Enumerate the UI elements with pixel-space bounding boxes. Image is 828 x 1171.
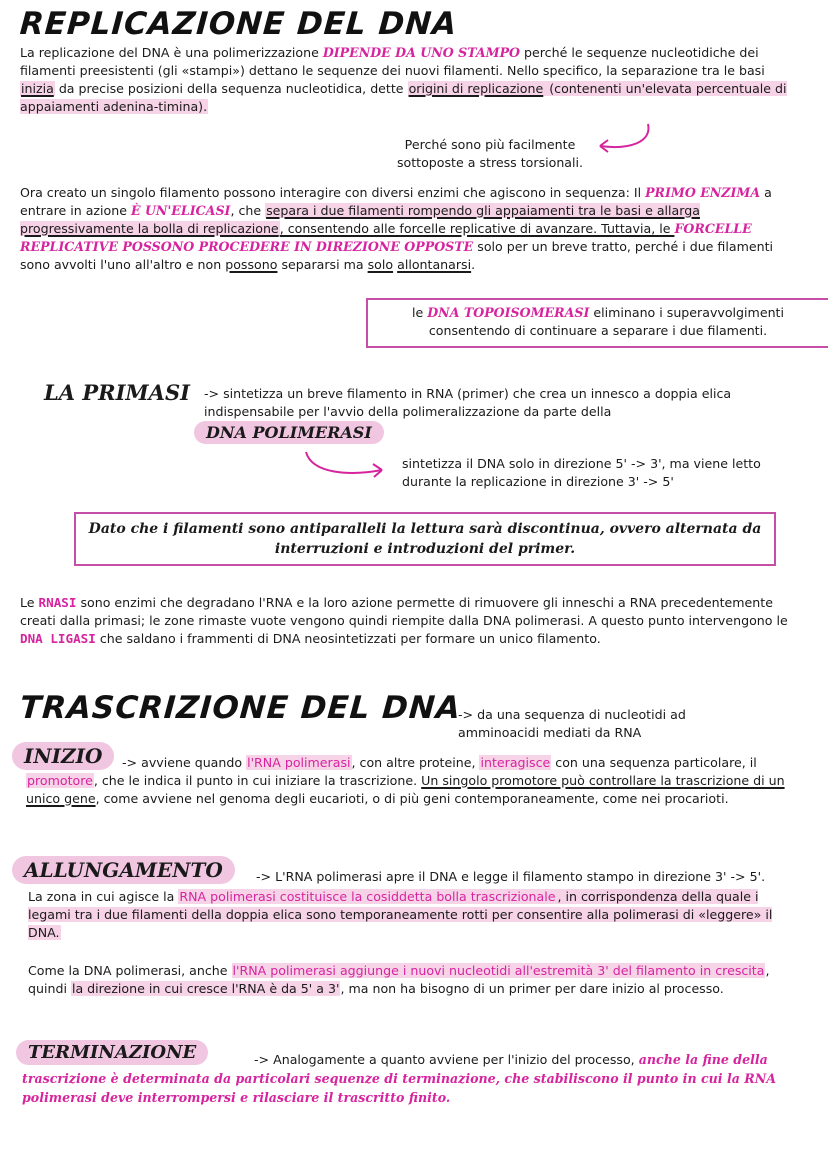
text: eliminano i superavvolgimenti consentendo di continuare a separare i due filamenti. [428,305,784,338]
text: separarsi ma [277,257,368,272]
allungamento-head: -> L'RNA polimerasi apre il DNA e legge il filamento stampo in direzione 3' -> 5'. [256,869,766,884]
keyword: l'RNA polimerasi [247,755,351,770]
keyword: RNA polimerasi costituisce la cosiddetta bolla trascrizionale [179,889,556,904]
page-title: REPLICAZIONE DEL DNA [18,6,459,42]
text: Come la DNA polimerasi, anche [28,963,232,978]
text: con una sequenza particolare, il [551,755,757,770]
text: , ma non ha bisogno di un primer per dare inizio al processo. [340,981,724,996]
topoisomerasi-box [366,298,828,348]
trascrizione-subtitle: -> da una sequenza di nucleotidi ad amminoacidi mediati da RNA [458,707,686,740]
dna-polimerasi-pill: DNA POLIMERASI [194,421,384,444]
text: , consentendo alle forcelle replicative di avanzare. Tuttavia, le [279,221,675,236]
text: da precise posizioni della sequenza nucleotidica, dette [54,81,408,96]
text: perché le sequenze nucleotidiche dei filamenti preesistenti (gli «stampi») dettano le sequenze dei nuovi filamenti. Nello specifico, la separazione tra le basi [20,45,765,78]
keyword: allontanarsi [397,257,472,272]
keyword: RNASI [38,595,77,610]
topo-text [378,304,818,340]
text: Le [20,595,39,610]
text: Ora creato un singolo filamento possono interagire con diversi enzimi che agiscono in sequenza: Il [20,185,646,200]
primasi-text: -> sintetizza un breve filamento in RNA (primer) che crea un innesco a doppia elica indispensabile per l'avvio della polimeralizzazione da parte della [204,386,732,419]
text: , che [230,203,266,218]
text: sono enzimi che degradano l'RNA e la loro azione permette di rimuovere gli inneschi a RNA precedentemente creati dalla primasi; le zone rimaste vuote vengono quindi riempite dalla DNA polimerasi. A questo punto intervengono le [20,595,788,628]
discontinua-box [74,512,776,566]
keyword: DIPENDE DA UNO STAMPO [322,45,521,60]
section-title: TRASCRIZIONE DEL DNA [18,690,463,726]
keyword: la direzione in cui cresce l'RNA è da 5' a 3' [71,981,340,996]
terminazione-paragraph [22,1050,812,1107]
keyword: DNA LIGASI [20,631,96,646]
text: -> Analogamente a quanto avviene per l'inizio del processo, [254,1052,639,1067]
enzymes-paragraph [20,184,800,274]
keyword: DNA TOPOISOMERASI [427,305,590,320]
text: le [412,305,428,320]
text: , con altre proteine, [351,755,480,770]
text: , in corrispondenza della quale i legami tra i due filamenti della doppia elica sono temporaneamente rotti per consentire alla polimerasi di «leggere» il DNA. [28,889,773,940]
keyword: interagisce [480,755,551,770]
terminazione-pill: TERMINAZIONE [16,1040,208,1065]
text: , quindi [28,963,770,996]
keyword: Un singolo promotore può controllare la trascrizione di un unico gene [26,773,785,806]
keyword: PRIMO ENZIMA [645,185,761,200]
keyword: promotore [27,773,93,788]
text: (contenenti un'elevata percentuale di appaiamenti adenina-timina). [20,81,787,114]
keyword: solo [367,257,394,272]
curved-arrow-icon [300,448,390,484]
allungamento-p1 [28,888,803,942]
keyword: È UN'ELICASI [130,203,231,218]
primasi-heading: LA PRIMASI [44,380,190,405]
text: La zona in cui agisce la [28,889,179,904]
note-at-rich: Perché sono più facilmente sottoposte a stress torsionali. [396,137,584,170]
text: solo per un breve tratto, perché i due filamenti sono avvolti l'uno all'altro e non [20,239,774,272]
rnasi-paragraph [20,594,800,648]
inizio-paragraph [26,754,806,808]
discontinua-text: Dato che i filamenti sono antiparalleli la lettura sarà discontinua, ovvero alternata da interruzioni e introduzioni del primer. [88,521,762,557]
inizio-pill: INIZIO [12,742,114,770]
text: . [471,257,476,272]
text: che saldano i frammenti di DNA neosintetizzati per formare un unico filamento. [95,631,601,646]
text: a entrare in azione [20,185,772,218]
intro-paragraph [20,44,800,116]
keyword: inizia [21,81,54,96]
allungamento-pill: ALLUNGAMENTO [12,856,235,884]
keyword: separa i due filamenti rompendo gli appaiamenti tra le basi e allarga progressivamente la bolla di replicazione [20,203,700,236]
keyword: l'RNA polimerasi aggiunge i nuovi nucleotidi all'estremità 3' del filamento in crescita [232,963,765,978]
keyword: anche la fine della trascrizione è determinata da particolari sequenze di terminazione, che stabiliscono il punto in cui la RNA polimerasi deve interrompersi e rilasciare il trascritto finito. [22,1052,777,1105]
allungamento-p2 [28,962,803,998]
text: -> avviene quando [122,755,247,770]
keyword: FORCELLE REPLICATIVE POSSONO PROCEDERE IN DIREZIONE OPPOSTE [20,221,752,254]
polimerasi-note: sintetizza il DNA solo in direzione 5' -> 3', ma viene letto durante la replicazione in direzione 3' -> 5' [402,456,761,489]
text: La replicazione del DNA è una polimerizzazione [20,45,323,60]
keyword: possono [225,257,278,272]
text: , che le indica il punto in cui iniziare la trascrizione. [93,773,422,788]
keyword: origini di replicazione [408,81,544,96]
text: , come avviene nel genoma degli eucarioti, o di più geni contemporaneamente, come nei procarioti. [95,791,729,806]
